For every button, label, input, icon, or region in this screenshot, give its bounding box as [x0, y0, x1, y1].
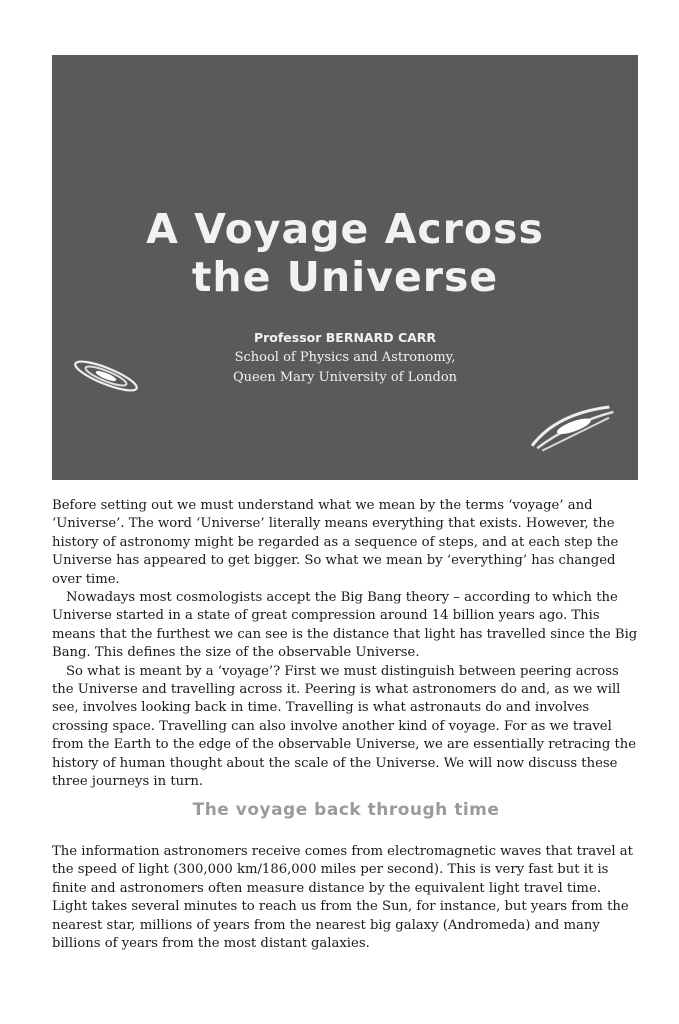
- section-paragraph: The information astronomers receive comes from electromagnetic waves that travel at the speed of light (300,000 km/186,000 miles per second). This is very fast but it is finite and astronomers often measure distance by the equivalent light travel time. Light takes several minutes to reach us from the Sun, for instance, but years from the nearest star, millions of years from the nearest big galaxy (Andromeda) and many billions of years from the most distant galaxies.: [52, 844, 633, 952]
- title-line-2: the Universe: [191, 253, 499, 301]
- affiliation-line-1: School of Physics and Astronomy,: [234, 350, 456, 365]
- intro-paragraph-1: Before setting out we must understand what we mean by the terms ‘voyage’ and ‘Universe’. The word ‘Universe’ literally means everything that exists. However, the history of astronomy might be regarded as a sequence of steps, and at each step the Universe has appeared to get bigger. So what we mean by ‘everything’ has changed over time.: [52, 498, 619, 587]
- intro-text: [52, 497, 640, 792]
- author-name: Professor BERNARD CARR: [253, 330, 437, 345]
- intro-paragraph-3: So what is meant by a ‘voyage’? First we must distinguish between peering across the Universe and travelling across it. Peering is what astronomers do and, as we will see, involves looking back in time. Travelling is what astronauts do and involves crossing space. Travelling can also involve another kind of voyage. For as we travel from the Earth to the edge of the observable Universe, we are essentially retracing the history of human thought about the scale of the Universe. We will now discuss these three journeys in turn.: [52, 663, 637, 790]
- section-text: [52, 843, 640, 953]
- article-title: [52, 205, 638, 301]
- title-banner: [52, 55, 638, 480]
- spiral-galaxy-left-icon: [70, 357, 142, 395]
- section-heading: The voyage back through time: [192, 800, 500, 820]
- affiliation-line-2: Queen Mary University of London: [232, 370, 458, 385]
- intro-paragraph-2: Nowadays most cosmologists accept the Big Bang theory – according to which the Universe started in a state of great compression around 14 billion years ago. This means that the furthest we can see is the distance that light has travelled since the Big Bang. This defines the size of the observable Universe.: [52, 590, 638, 661]
- spiral-galaxy-right-icon: [522, 401, 622, 453]
- title-line-1: A Voyage Across: [146, 205, 544, 253]
